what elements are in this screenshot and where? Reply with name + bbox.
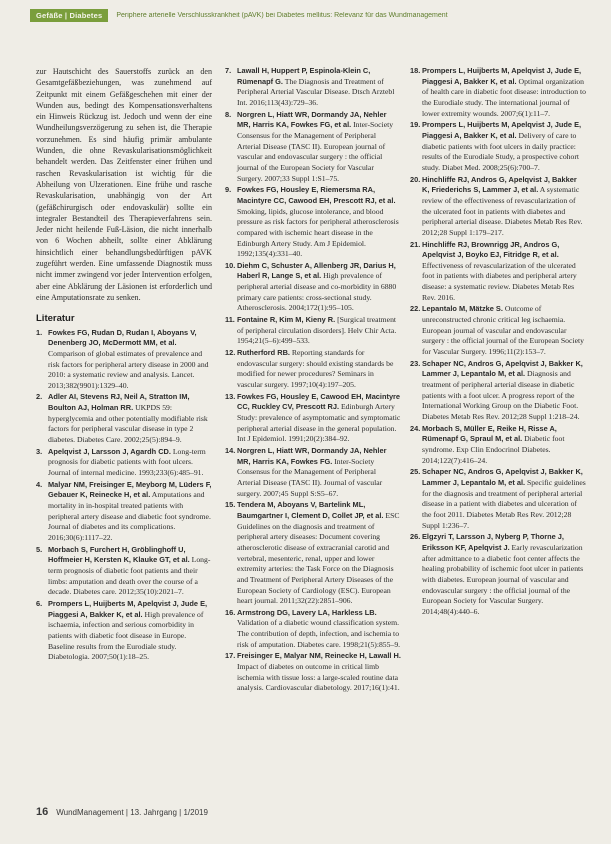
reference-item: [36, 328, 212, 392]
journal-info: WundManagement | 13. Jahrgang | 1/2019: [56, 808, 208, 817]
reference-number: 21.: [410, 239, 421, 249]
section-label: Gefäße | Diabetes: [30, 9, 108, 22]
reference-number: 19.: [410, 120, 421, 130]
column-middle: [225, 66, 401, 695]
reference-number: 26.: [410, 532, 421, 542]
reference-number: 22.: [410, 304, 421, 314]
reference-number: 12.: [225, 348, 236, 358]
reference-item: [225, 651, 401, 694]
reference-text: Inter-Society Consensus for the Management of Peripheral Arterial Disease (TASC II). Journal of vascular surgery. 2007;45 Suppl S:S5–67.: [237, 456, 383, 498]
reference-number: 10.: [225, 260, 236, 270]
reference-text: Validation of a diabetic wound classification system. The contribution of depth, infection, and ischemia to risk of amputation. Diabetes care. 1998;21(5):855–9.: [237, 618, 401, 649]
reference-number: 23.: [410, 358, 421, 368]
reference-authors: Prompers L, Huijberts M, Apelqvist J, Jude E, Piaggesi A, Bakker K, et al.: [422, 120, 582, 140]
reference-authors: Diehm C, Schuster A, Allenberg JR, Darius H, Haberl R, Lange S, et al.: [237, 260, 396, 281]
reference-text: Amputations and mortality in in-hospital treated patients with peripheral artery disease and diabetic foot syndrome. Journal of diabetes and its complications. 2016;30(6):1117–22.: [48, 490, 211, 542]
reference-text: The Diagnosis and Treatment of Peripheral Arterial Vascular Disease. Dtsch Arztebl Int. 2016;113(43):729–36.: [237, 76, 395, 107]
reference-text: Effectiveness of revascularization of the ulcerated foot in patients with diabetes and peripheral artery disease: a systematic review. Diabetes Metab Res Rev. 2016.: [422, 260, 577, 302]
reference-text: Comparison of global estimates of prevalence and risk factors for peripheral artery disease in 2000 and 2010: a systematic review and analysis. Lancet. 2013;382(9901):1329–40.: [48, 348, 209, 390]
reference-authors: Armstrong DG, Lavery LA, Harkless LB.: [237, 607, 377, 617]
body-paragraph: zur Hautschicht des Sauerstoffs zurück an den Gesamtgefäßbeziehungen, was zunehmend auf Zeitpunkt mit einem Gefäßgeschehen mit einer der Wunden aus, bedingt des Kompensationsverhaltens ein Hinweis Rückzug ist. Jedoch und wenn der eine Wundheilungsverzögerung zu sehen ist, die Therapie vorzunehmen. Es sind häufig primär ambulante Wunden, die ohne Revaskularisationsmöglichkeit behandelt werden. Das Zeitfenster einer frühen und raschen Revaskularisation ist wichtig für die Abheilung von Ulzerationen. Eine frühe und rasche Revaskularisation, unabhängig von der Art (gefäßchirurgisch oder endovaskulär) sollte ein integraler Bestandteil des Therapieverfahrens sein. Jeder nicht heilende Fuß-Läsion, die nicht innerhalb von 6 Wochen abheilt, sollte einer Abklärung hinsichtlich einer behandlungsbedürftigen pAVK zugeführt werden. Eine umfassende Diagnostik muss nicht immer zwingend vor jeder Intervention erfolgen, aber eine Abklärung der Läsionen ist erforderlich und eine Amputationsrate zu senken.: [36, 67, 212, 302]
reference-item: [225, 500, 401, 607]
reference-text: Diagnosis and treatment of peripheral arterial disease in diabetic patients with a foot ulcer. A progress report of the International Working Group on the Diabetic Foot. Diabetes Metab Res Rev. 2012;28 Suppl 1:218–24.: [422, 369, 580, 421]
column-left: [36, 66, 212, 664]
reference-text: Long-term prognosis for diabetic patients with foot ulcers. Journal of internal medicine. 1993;233(6):485–91.: [48, 446, 206, 478]
reference-text: Edinburgh Artery Study: prevalence of asymptomatic and symptomatic peripheral arterial disease in the general population. Int J Epidemiol. 1991;20(2):384–92.: [237, 402, 401, 444]
reference-authors: Prompers L, Huijberts M, Apelqvist J, Jude E, Piaggesi A, Bakker K, et al.: [48, 598, 208, 619]
reference-item: [410, 359, 586, 423]
running-header: [30, 8, 583, 22]
column-right: [410, 66, 586, 618]
reference-number: 7.: [225, 66, 232, 75]
reference-item: [410, 424, 586, 467]
reference-item: [410, 532, 586, 617]
reference-number: 20.: [410, 174, 421, 184]
reference-item: [225, 392, 401, 445]
reference-text: Smoking, lipids, glucose intolerance, and blood pressure as risk factors for peripheral atherosclerosis compared with ischemic heart disease in the Edinburgh Artery Study. Am J Epidemiol. 1992;135(4):331–40.: [237, 206, 399, 259]
reference-text: [Surgical treatment of peripheral circulation disorders]. Helv Chir Acta. 1954;21(5–6):499–533.: [237, 315, 397, 346]
reference-item: [225, 608, 401, 651]
running-title: Periphere arterielle Verschlusskrankheit (pAVK) bei Diabetes mellitus: Relevanz für das Wundmanagement: [116, 11, 448, 19]
reference-list-left: [36, 328, 212, 663]
reference-authors: Morbach S, Müller E, Reike H, Risse A, Rümenapf G, Spraul M, et al.: [422, 423, 557, 444]
reference-text: ESC Guidelines on the diagnosis and treatment of peripheral artery diseases: Document covering atherosclerotic disease of extracranial carotid and vertebral, mesenteric, renal, upper and lower extremity arteries: the Task Force on the Diagnosis and Treatment of Peripheral Artery Diseases of the European Society of Cardiology (ESC). European heart journal. 2011;32(22):2851–906.: [237, 510, 400, 606]
reference-item: [225, 315, 401, 347]
reference-item: [225, 261, 401, 314]
reference-number: 3.: [36, 446, 43, 456]
reference-authors: Fontaine R, Kim M, Kieny R.: [237, 315, 336, 325]
page-footer: [36, 806, 208, 818]
reference-authors: Schaper NC, Andros G, Apelqvist J, Bakker K, Lammer J, Lepantalo M, et al.: [422, 467, 583, 487]
reference-item: [225, 446, 401, 499]
reference-authors: Malyar NM, Freisinger E, Meyborg M, Lüders F, Gebauer K, Reinecke H, et al.: [48, 479, 212, 500]
reference-number: 15.: [225, 500, 236, 510]
reference-authors: Apelqvist J, Larsson J, Agardh CD.: [48, 446, 171, 456]
reference-item: [225, 185, 401, 260]
reference-number: 16.: [225, 607, 236, 617]
reference-authors: Morbach S, Furchert H, Gröblinghoff U, Hoffmeier H, Kersten K, Klauke GT, et al.: [48, 544, 190, 565]
reference-number: 8.: [225, 109, 232, 119]
reference-item: [36, 545, 212, 598]
reference-text: A systematic review of the effectiveness of revascularization of the ulcerated foot in patients with diabetes and peripheral arterial disease. Diabetes Metab Res Rev. 2012;28 Suppl 1:179–217.: [422, 185, 583, 237]
reference-text: Early revascularization after admittance to a diabetic foot center affects the healing probability of ischemic foot ulcer in patients with diabetes. European journal of vascular and endovascular surgery : the official journal of the European Society for Vascular Surgery. 2014;48(4):440–6.: [422, 542, 584, 616]
literature-heading: Literatur: [36, 313, 75, 325]
reference-text: High prevalence of ischaemia, infection and serious comorbidity in patients with diabetic foot disease in Europe. Baseline results from the Eurodiale study. Diabetologia. 2007;50(1):18–25.: [48, 609, 204, 662]
reference-list-middle: [225, 66, 401, 694]
reference-authors: Tendera M, Aboyans V, Bartelink ML, Baumgartner I, Clement D, Collet JP, et al.: [237, 500, 384, 520]
reference-authors: Hinchliffe RJ, Brownrigg JR, Andros G, Apelqvist J, Boyko EJ, Fitridge R, et al.: [422, 239, 560, 260]
reference-number: 2.: [36, 392, 43, 402]
reference-authors: Schaper NC, Andros G, Apelqvist J, Bakker K, Lammer J, Lepantalo M, et al.: [422, 358, 583, 379]
reference-text: UKPDS 59: hyperglycemia and other potentially modifiable risk factors for peripheral vascular disease in type 2 diabetes. Diabetes Care. 2002;25(5):894–9.: [48, 403, 208, 445]
reference-item: [410, 240, 586, 304]
reference-number: 5.: [36, 544, 43, 554]
reference-number: 4.: [36, 479, 43, 489]
reference-item: [225, 110, 401, 185]
reference-text: Outcome of unreconstructed chronic critical leg ischaemia. European journal of vascular and endovascular surgery : the official journal of the European Society for Vascular Surgery. 1996;11(2):153–7.: [422, 304, 584, 357]
reference-text: High prevalence of peripheral arterial disease and co-morbidity in 6880 primary care patients: cross-sectional study. Atherosclerosis. 2004;172(1):95–105.: [237, 271, 397, 313]
reference-authors: Adler AI, Stevens RJ, Neil A, Stratton IM, Boulton AJ, Holman RR.: [48, 392, 190, 413]
reference-number: 6.: [36, 598, 43, 608]
reference-number: 18.: [410, 66, 421, 75]
reference-authors: Prompers L, Huijberts M, Apelqvist J, Jude E, Piaggesi A, Bakker K, et al.: [422, 66, 582, 86]
reference-authors: Fowkes FG, Housley E, Cawood EH, Macintyre CC, Ruckley CV, Prescott RJ.: [237, 391, 401, 412]
reference-authors: Hinchliffe RJ, Andros G, Apelqvist J, Bakker K, Friederichs S, Lammer J, et al.: [422, 174, 577, 195]
reference-authors: Norgren L, Hiatt WR, Dormandy JA, Nehler MR, Harris KA, Fowkes FG, et al.: [237, 109, 387, 130]
reference-text: Long-term prognosis of diabetic foot patients and their limbs: amputation and death over the course of a decade. Diabetes care. 2012;35(10):2021–7.: [48, 555, 211, 597]
page-number: 16: [36, 806, 49, 818]
reference-text: Diabetic foot syndrome. Exp Clin Endocrinol Diabetes. 2014;122(7):416–24.: [422, 434, 565, 465]
reference-number: 25.: [410, 467, 421, 477]
reference-item: [410, 120, 586, 173]
reference-text: Delivery of care to diabetic patients with foot ulcers in daily practice: results of the Eurodiale Study, a prospective cohort study. Diabet Med. 2008;25(6):700–7.: [422, 130, 580, 172]
reference-text: Reporting standards for endovascular surgery: should existing standards be modified for newer procedures? Seminars in vascular surgery. 1997;10(4):197–205.: [237, 348, 394, 390]
reference-item: [225, 66, 401, 109]
reference-authors: Lawall H, Huppert P, Espinola-Klein C, Rümenapf G.: [237, 66, 371, 86]
reference-item: [36, 392, 212, 445]
reference-item: [410, 304, 586, 357]
reference-item: [410, 66, 586, 119]
reference-authors: Lepantalo M, Mätzke S.: [422, 304, 503, 314]
reference-text: Specific guidelines for the diagnosis and treatment of peripheral arterial disease in a patient with diabetes and ulceration of the foot 2011. Diabetes Metab Res Rev. 2012;28 Suppl 1:236–7.: [422, 477, 586, 530]
reference-number: 24.: [410, 423, 421, 433]
reference-authors: Freisinger E, Malyar NM, Reinecke H, Lawall H.: [237, 651, 401, 661]
reference-text: Inter-Society Consensus for the Management of Peripheral Arterial Disease (TASC II). European journal of vascular and endovascular surgery : the official journal of the European Society for Vascular Surgery. 2007;33 Suppl 1:S1–75.: [237, 120, 394, 183]
reference-item: [36, 599, 212, 663]
reference-authors: Elgzyri T, Larsson J, Nyberg P, Thorne J, Eriksson KF, Apelqvist J.: [422, 532, 564, 552]
reference-list-right: [410, 66, 586, 617]
reference-text: Impact of diabetes on outcome in critical limb ischemia with tissue loss: a large-scaled routine data analysis. Cardiovascular diabetology. 2017;16(1):41.: [237, 662, 400, 693]
reference-authors: Fowkes FG, Rudan D, Rudan I, Aboyans V, Denenberg JO, McDermott MM, et al.: [48, 327, 197, 348]
reference-number: 9.: [225, 185, 232, 195]
reference-number: 13.: [225, 391, 236, 401]
reference-authors: Rutherford RB.: [237, 348, 290, 358]
reference-item: [36, 480, 212, 544]
reference-item: [410, 175, 586, 239]
reference-item: [410, 467, 586, 531]
reference-item: [225, 348, 401, 391]
reference-text: Optimal organization of health care in diabetic foot disease: introduction to the Eurodiale study. The international journal of lower extremity wounds. 2007;6(1):11–7.: [422, 76, 586, 118]
reference-number: 17.: [225, 651, 236, 661]
reference-number: 14.: [225, 445, 236, 455]
reference-authors: Norgren L, Hiatt WR, Dormandy JA, Nehler MR, Harris KA, Fowkes FG.: [237, 445, 387, 466]
reference-authors: Fowkes FG, Housley E, Riemersma RA, Macintyre CC, Cawood EH, Prescott RJ, et al.: [237, 185, 396, 205]
reference-item: [36, 447, 212, 479]
reference-number: 1.: [36, 327, 43, 337]
reference-number: 11.: [225, 315, 235, 325]
